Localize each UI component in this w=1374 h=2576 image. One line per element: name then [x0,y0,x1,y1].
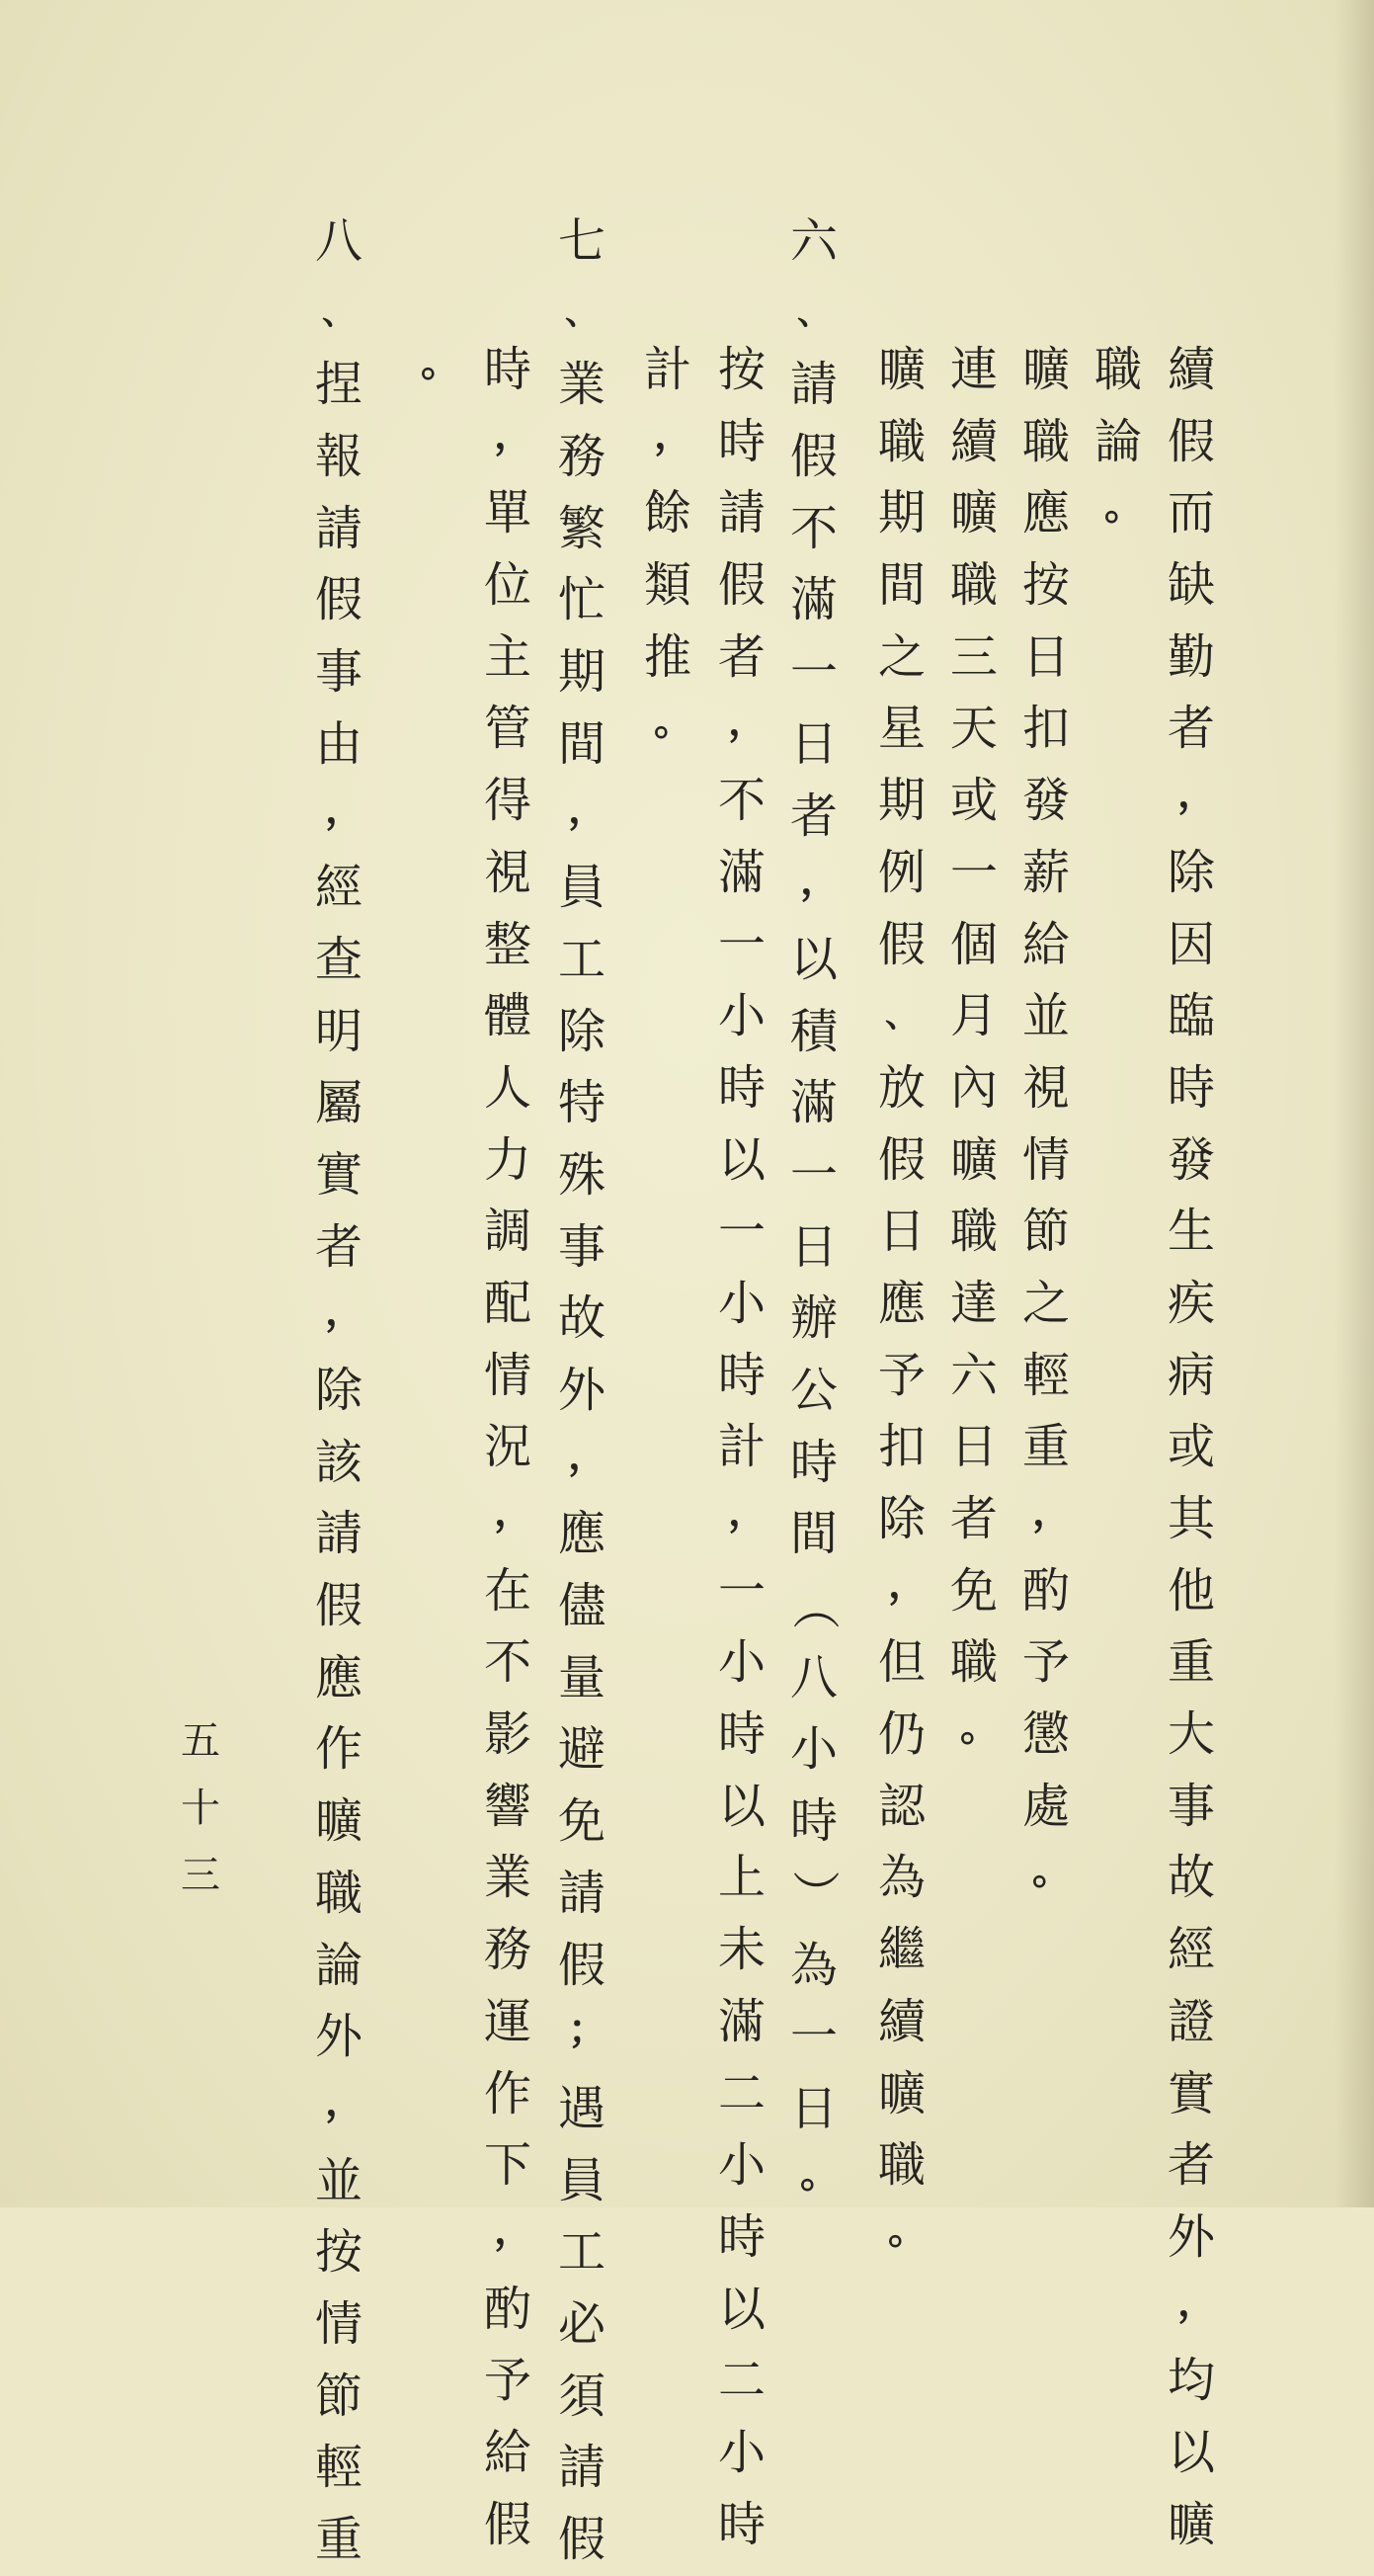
glyph: 整 [483,916,531,972]
glyph: 假 [717,557,766,614]
glyph: 月 [949,988,998,1044]
glyph: 日 [789,1218,838,1275]
glyph: ， [888,1559,928,1607]
glyph: 滿 [717,1993,766,2049]
glyph: 八 [314,213,363,269]
glyph: 之 [877,628,926,685]
glyph: 查 [314,931,363,987]
glyph: 以 [717,2281,766,2337]
glyph: 他 [1167,1562,1215,1619]
glyph: 未 [717,1922,766,1978]
glyph: 按 [717,342,766,397]
page-number-vertical [173,1707,228,1909]
glyph: 曠 [949,1131,998,1188]
glyph: 請 [314,500,363,556]
glyph: 曠 [1021,342,1070,397]
glyph: 調 [483,1204,531,1260]
glyph: 以 [717,1778,766,1834]
glyph: 職 [1093,342,1142,397]
glyph: 重 [1167,1634,1215,1691]
glyph: 時 [717,1347,766,1403]
glyph: 請 [789,357,838,413]
glyph: 按 [314,2224,363,2281]
glyph: 明 [314,1003,363,1059]
glyph: 況 [483,1419,531,1475]
page-number-glyph: 五 [181,1718,220,1764]
glyph: 實 [314,1146,363,1203]
glyph: 處 [1021,1778,1070,1834]
glyph: 星 [877,701,926,757]
glyph: 、 [797,292,831,333]
glyph: 應 [877,1275,926,1331]
text-column-12 [311,206,366,2576]
glyph: 時 [789,1793,838,1850]
glyph: 屬 [314,1075,363,1131]
text-column-7 [714,334,769,2560]
glyph: 業 [483,1850,531,1906]
glyph: 體 [483,988,531,1044]
glyph: 扣 [1021,701,1070,757]
glyph: 請 [314,1506,363,1562]
glyph: 日 [789,2080,838,2136]
glyph: 除 [1167,844,1215,900]
text-column-8 [640,334,695,765]
glyph: 特 [557,1075,606,1131]
glyph: ， [1177,2278,1217,2325]
glyph: 一 [949,844,998,900]
glyph: 曠 [314,1793,363,1850]
glyph: 時 [1167,1059,1215,1116]
glyph: 以 [1167,2424,1215,2480]
glyph: 續 [1167,342,1215,397]
text-column-10 [480,334,535,2560]
glyph: 二 [717,2353,766,2409]
glyph: 予 [1021,1634,1070,1691]
glyph: 日 [877,1204,926,1260]
glyph: 請 [557,1865,606,1921]
glyph: 辦 [789,1290,838,1347]
glyph: 人 [483,1059,531,1116]
glyph: ； [568,2006,607,2053]
glyph: 間 [789,1506,838,1562]
glyph: 仍 [877,1706,926,1763]
page-number-glyph: 十 [181,1786,220,1831]
text-column-4 [946,334,1002,1771]
glyph: 假 [1167,413,1215,469]
glyph: 其 [1167,1491,1215,1546]
glyph: 內 [949,1059,998,1116]
glyph: 務 [557,429,606,485]
glyph: 位 [483,557,531,614]
glyph: 應 [1021,485,1070,541]
glyph: 視 [1021,1059,1070,1116]
glyph: 滿 [789,1075,838,1131]
glyph: 為 [789,1937,838,1993]
glyph: 重 [1021,1419,1070,1475]
glyph: ， [325,785,364,832]
glyph: ， [494,1488,533,1535]
glyph: 小 [717,1634,766,1691]
glyph: ， [728,698,768,745]
glyph: 應 [314,1649,363,1705]
glyph: 管 [483,701,531,757]
glyph: 時 [717,413,766,469]
glyph: ， [325,1288,364,1335]
text-column-5 [874,334,929,2274]
glyph: 假 [314,1578,363,1634]
glyph: 、 [565,292,599,333]
glyph: 勤 [1167,628,1215,685]
glyph: 量 [557,1649,606,1705]
glyph: 免 [557,1793,606,1850]
glyph: （ [786,1582,843,1630]
text-column-2 [1091,334,1146,549]
glyph: 外 [557,1363,606,1418]
glyph: 酌 [483,2281,531,2337]
glyph: 並 [314,2152,363,2208]
glyph: 應 [557,1506,606,1562]
glyph: 假 [789,429,838,485]
glyph: 時 [789,1434,838,1490]
glyph: 日 [1021,628,1070,685]
glyph: 經 [314,860,363,916]
glyph: 時 [483,342,531,397]
glyph: 七 [557,213,606,269]
glyph: 者 [1167,701,1215,757]
glyph: 假 [877,916,926,972]
glyph: 職 [949,1204,998,1260]
glyph: 主 [483,628,531,685]
glyph: ， [568,785,607,832]
glyph: 情 [1021,1131,1070,1188]
page-number-glyph: 三 [181,1853,220,1898]
glyph: 除 [314,1363,363,1418]
glyph: 曠 [877,342,926,397]
glyph: 輕 [1021,1347,1070,1403]
glyph: 八 [789,1649,838,1705]
glyph: 實 [1167,2065,1215,2121]
glyph: 六 [789,213,838,269]
glyph: 發 [1021,773,1070,829]
glyph: 發 [1167,1131,1215,1188]
glyph: 外 [1167,2208,1215,2265]
glyph: 忙 [557,572,606,628]
glyph: 事 [314,644,363,701]
page-edge-shadow [1334,0,1374,2207]
glyph: 續 [949,413,998,469]
glyph: 因 [1167,916,1215,972]
glyph: 遇 [557,2080,606,2136]
glyph: 六 [949,1347,998,1403]
glyph: 疾 [1167,1275,1215,1331]
glyph: 滿 [789,572,838,628]
glyph: 視 [483,844,531,900]
glyph: 職 [949,1634,998,1691]
glyph: 期 [877,773,926,829]
glyph: ， [654,410,693,457]
glyph: 由 [314,715,363,772]
glyph: 給 [1021,916,1070,972]
glyph: 放 [877,1059,926,1116]
glyph: 、 [885,996,919,1037]
glyph: 職 [949,557,998,614]
glyph: 重 [314,2512,363,2567]
glyph: 按 [1021,557,1070,614]
glyph: 懲 [1021,1706,1070,1763]
glyph: 但 [877,1634,926,1691]
glyph: 務 [483,1922,531,1978]
glyph: 曠 [877,2065,926,2121]
glyph: 工 [557,2224,606,2281]
glyph: 而 [1167,485,1215,541]
glyph: 假 [557,1937,606,1993]
text-column-9 [554,206,609,2576]
glyph: 以 [717,1131,766,1188]
glyph: 工 [557,931,606,987]
glyph: 積 [789,1003,838,1059]
glyph: 免 [949,1562,998,1619]
glyph: 滿 [717,844,766,900]
text-column-1 [1164,334,1219,2560]
glyph: 小 [717,2137,766,2194]
glyph: 類 [643,557,691,614]
glyph: 扣 [877,1419,926,1475]
glyph: 論 [314,1937,363,1993]
glyph: ， [568,1431,607,1478]
glyph: 殊 [557,1146,606,1203]
glyph: 。 [1104,482,1144,530]
glyph: 外 [314,2009,363,2065]
glyph: 。 [960,1703,1000,1751]
glyph: 事 [557,1218,606,1275]
glyph: 、 [322,292,356,333]
glyph: 經 [1167,1922,1215,1978]
glyph: ） [786,1870,843,1918]
glyph: 者 [949,1491,998,1546]
glyph: 力 [483,1131,531,1188]
glyph: 一 [789,2009,838,2065]
glyph: 餘 [643,485,691,541]
glyph: 響 [483,1778,531,1834]
glyph: 公 [789,1363,838,1418]
glyph: 作 [314,1721,363,1778]
glyph: 小 [717,2424,766,2480]
glyph: 小 [717,1275,766,1331]
glyph: 並 [1021,988,1070,1044]
glyph: 小 [789,1721,838,1778]
glyph: 病 [1167,1347,1215,1403]
glyph: 請 [717,485,766,541]
glyph: 報 [314,429,363,485]
glyph: 一 [789,644,838,701]
glyph: 證 [1167,1993,1215,2049]
glyph: 業 [557,357,606,413]
glyph: 單 [483,485,531,541]
glyph: 一 [717,1204,766,1260]
glyph: 假 [314,572,363,628]
glyph: 為 [877,1850,926,1906]
glyph: 在 [483,1562,531,1619]
glyph: ， [1032,1488,1072,1535]
glyph: 者 [314,1218,363,1275]
glyph: 請 [557,2440,606,2496]
glyph: 大 [1167,1706,1215,1763]
glyph: 時 [717,2496,766,2552]
glyph: 日 [789,715,838,772]
glyph: 避 [557,1721,606,1778]
glyph: ， [800,857,840,904]
glyph: 影 [483,1706,531,1763]
glyph: 職 [314,1865,363,1921]
glyph: ， [325,2077,364,2124]
glyph: 儘 [557,1578,606,1634]
glyph: ， [494,2205,533,2253]
glyph: 。 [800,2149,840,2197]
glyph: 節 [314,2368,363,2424]
glyph: 間 [557,715,606,772]
glyph: 或 [949,773,998,829]
glyph: 予 [483,2353,531,2409]
glyph: 。 [1032,1847,1072,1894]
glyph: 生 [1167,1204,1215,1260]
glyph: 員 [557,2152,606,2208]
glyph: 計 [717,1419,766,1475]
glyph: 得 [483,773,531,829]
glyph: 以 [789,931,838,987]
glyph: 推 [643,628,691,685]
glyph: 除 [557,1003,606,1059]
glyph: 予 [877,1347,926,1403]
glyph: 個 [949,916,998,972]
glyph: ， [728,1488,768,1535]
glyph: 者 [717,628,766,685]
glyph: 三 [949,628,998,685]
glyph: 論 [1093,413,1142,469]
glyph: 小 [717,988,766,1044]
glyph: 期 [877,485,926,541]
glyph: 酌 [1021,1562,1070,1619]
glyph: 一 [717,916,766,972]
glyph: 均 [1167,2353,1215,2409]
glyph: 故 [1167,1850,1215,1906]
glyph: 時 [717,1059,766,1116]
glyph: 不 [483,1634,531,1691]
glyph: 不 [717,773,766,829]
glyph: 或 [1167,1419,1215,1475]
glyph: 繼 [877,1922,926,1978]
text-column-6 [786,206,842,2216]
glyph: 曠 [1167,2496,1215,2552]
glyph: 曠 [949,485,998,541]
glyph: 必 [557,2295,606,2352]
glyph: 職 [1021,413,1070,469]
glyph: 上 [717,1850,766,1906]
glyph: 除 [877,1491,926,1546]
glyph: 計 [643,342,691,397]
glyph: 該 [314,1434,363,1490]
glyph: 期 [557,644,606,701]
glyph: 之 [1021,1275,1070,1331]
glyph: 。 [888,2205,928,2253]
glyph: 。 [421,339,460,385]
glyph: 連 [949,342,998,397]
glyph: 者 [789,788,838,844]
text-column-3 [1018,334,1074,1914]
glyph: 作 [483,2065,531,2121]
glyph: 薪 [1021,844,1070,900]
glyph: 節 [1021,1204,1070,1260]
glyph: 一 [717,1562,766,1619]
glyph: 一 [789,1146,838,1203]
glyph: 員 [557,860,606,916]
glyph: 運 [483,1993,531,2049]
text-column-11 [407,334,462,406]
glyph: 假 [877,1131,926,1188]
page-number [173,1707,228,1909]
glyph: 時 [717,1706,766,1763]
glyph: 下 [483,2137,531,2194]
glyph: 間 [877,557,926,614]
glyph: 。 [654,698,693,745]
glyph: 情 [314,2295,363,2352]
glyph: 認 [877,1778,926,1834]
glyph: 例 [877,844,926,900]
glyph: 臨 [1167,988,1215,1044]
glyph: 假 [483,2496,531,2552]
glyph: 二 [717,2065,766,2121]
glyph: 情 [483,1347,531,1403]
glyph: 輕 [314,2440,363,2496]
glyph: 事 [1167,1778,1215,1834]
glyph: 缺 [1167,557,1215,614]
glyph: 須 [557,2368,606,2424]
glyph: 達 [949,1275,998,1331]
glyph: ， [494,410,533,457]
glyph: 給 [483,2424,531,2480]
glyph: 時 [717,2208,766,2265]
glyph: ， [1177,770,1217,817]
glyph: 捏 [314,357,363,413]
glyph: 配 [483,1275,531,1331]
glyph: 假 [557,2512,606,2567]
glyph: 續 [877,1993,926,2049]
glyph: 故 [557,1290,606,1347]
glyph: 不 [789,500,838,556]
glyph: 職 [877,413,926,469]
glyph: 者 [1167,2137,1215,2194]
glyph: 日 [949,1419,998,1475]
glyph: 天 [949,701,998,757]
glyph: 職 [877,2137,926,2194]
glyph: 繁 [557,500,606,556]
